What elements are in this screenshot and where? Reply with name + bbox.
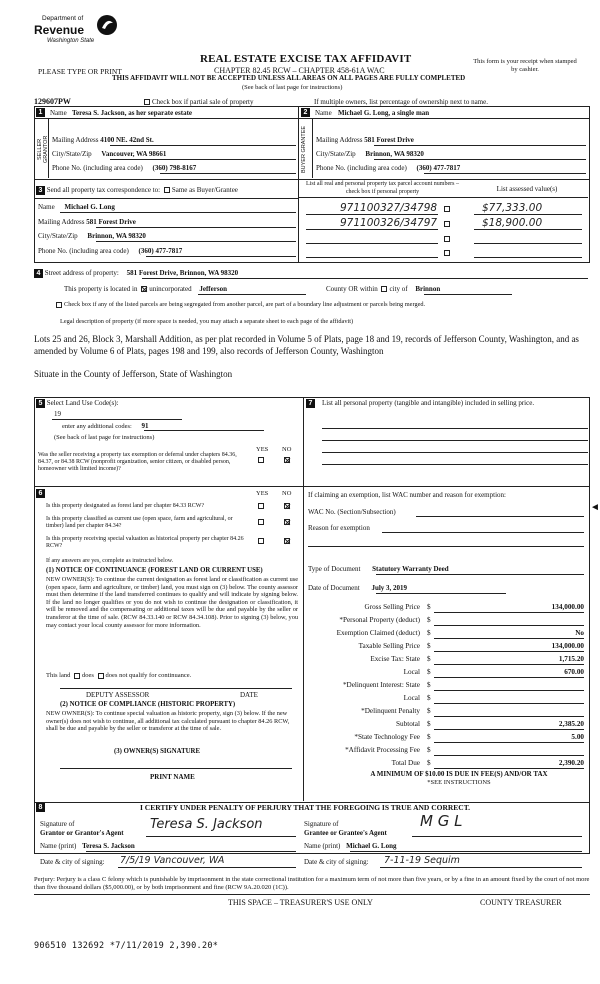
- completion-warning: THIS AFFIDAVIT WILL NOT BE ACCEPTED UNLESS ALL AREAS ON ALL PAGES ARE FULLY COMPLETED: [112, 74, 466, 82]
- forest-land-question: Is this property designated as forest land per chapter 84.33 RCW?: [46, 503, 205, 509]
- form-id: 129607PW: [34, 97, 71, 106]
- grantor-date-city[interactable]: 7/5/19 Vancouver, WA: [120, 855, 225, 866]
- section-8-number: 8: [36, 803, 45, 812]
- tax-row-label: Subtotal: [396, 720, 420, 728]
- compliance-text: NEW OWNER(S): To continue special valuation as historic property, sign (3) below. If the new owner(s) does not wish to continue, all additional tax calculated pursuant to chapter 84.26 RCW, shall be due and payable by the seller or transferor at the time of sale.: [46, 710, 290, 733]
- tax-row-value[interactable]: 1,715.20: [558, 655, 584, 663]
- minimum-fee-note: A MINIMUM OF $10.00 IS DUE IN FEE(S) AND/OR TAX: [370, 770, 548, 778]
- qualifies-checkbox[interactable]: [74, 673, 80, 679]
- perjury-notice: Perjury: Perjury is a class C felony which is punishable by imprisonment in the state correctional institution for a maximum term of not more than five years, or by a fine in an amount fixed by the court of not more than five thousand dollars ($5,000.00), or by both imprisonment and fine (RCW 9A.20.020 (1C)).: [34, 876, 590, 892]
- tax-row-label: *Personal Property (deduct): [339, 616, 420, 624]
- tax-row-currency: $: [427, 642, 431, 650]
- tax-row-label: Excise Tax: State: [370, 655, 420, 663]
- forest-no-checkbox[interactable]: [284, 503, 290, 509]
- property-county[interactable]: Jefferson: [199, 285, 227, 293]
- section-2-number: 2: [301, 108, 310, 117]
- tax-row-label: *Affidavit Processing Fee: [345, 746, 420, 754]
- exemption-reason-label: Reason for exemption: [308, 524, 370, 532]
- exemption-claim-label: If claiming an exemption, list WAC number and reason for exemption:: [308, 491, 506, 499]
- same-as-buyer-checkbox[interactable]: [164, 187, 170, 193]
- tax-row-value[interactable]: 134,000.00: [551, 642, 584, 650]
- property-city[interactable]: Brinnon: [415, 285, 441, 293]
- legal-description-label: Legal description of property (if more space is needed, you may attach a separate sheet to each page of the affidavit): [60, 318, 354, 325]
- tax-recipient-city[interactable]: Brinnon, WA 98320: [87, 232, 146, 240]
- continuance-text: NEW OWNER(S): To continue the current designation as forest land or classification as current use (open space, farm and agriculture, or timber) land, you must sign on (3) below. The county assessor must then determine if the land transferred continues to qualify and will indicate by signing below. If the land no longer qualifies or you do not wish to continue the designation or classification, it will be removed and the compensating or additional taxes will be due and payable by the seller or transferor at the time of sale. (RCW 84.33.140 or RCW 84.34.108). Prior to signing (3) below, you may contact your local county assessor for more information.: [46, 576, 298, 629]
- perjury-certification: I CERTIFY UNDER PENALTY OF PERJURY THAT THE FOREGOING IS TRUE AND CORRECT.: [140, 803, 471, 812]
- not-qualifies-checkbox[interactable]: [98, 673, 104, 679]
- seller-name[interactable]: Teresa S. Jackson, as her separate estate: [72, 109, 193, 117]
- situate-statement[interactable]: Situate in the County of Jefferson, State of Washington: [34, 369, 233, 379]
- parcel-2-personal-checkbox[interactable]: [444, 221, 450, 227]
- compliance-title: (2) NOTICE OF COMPLIANCE (HISTORIC PROPERTY): [60, 701, 236, 708]
- additional-land-code[interactable]: 91: [141, 422, 149, 430]
- assessed-value-1[interactable]: $77,333.00: [482, 202, 543, 214]
- assessed-value-header: List assessed value(s): [496, 185, 558, 193]
- see-back-note: (See back of last page for instructions): [242, 84, 343, 91]
- parcel-1-personal-checkbox[interactable]: [444, 206, 450, 212]
- exempt-yes-checkbox[interactable]: [258, 457, 264, 463]
- current-use-yes-checkbox[interactable]: [258, 519, 264, 525]
- partial-sale-checkbox[interactable]: [144, 99, 150, 105]
- section-1-number: 1: [36, 108, 45, 117]
- tax-row-label: Gross Selling Price: [364, 603, 420, 611]
- assessed-value-2[interactable]: $18,900.00: [482, 217, 543, 229]
- historic-no-checkbox[interactable]: [284, 538, 290, 544]
- parcel-number-2[interactable]: 971100326/34797: [340, 217, 438, 229]
- grantee-print-name[interactable]: Michael G. Long: [346, 842, 397, 850]
- continuance-title: (1) NOTICE OF CONTINUANCE (FOREST LAND OR CURRENT USE): [46, 567, 263, 574]
- form-title: REAL ESTATE EXCISE TAX AFFIDAVIT: [200, 53, 412, 65]
- grantor-signature[interactable]: Teresa S. Jackson: [150, 817, 263, 832]
- buyer-name[interactable]: Michael G. Long, a single man: [338, 109, 430, 117]
- buyer-city[interactable]: Brinnon, WA 98320: [365, 150, 424, 158]
- section-4-number: 4: [34, 269, 43, 278]
- tax-row-value[interactable]: 5.00: [571, 733, 584, 741]
- tax-row-currency: $: [427, 707, 431, 715]
- seller-side-label: SELLER GRANTOR: [37, 135, 49, 163]
- dor-logo: Department of Revenue Washington State: [34, 12, 124, 52]
- tax-row-currency: $: [427, 746, 431, 754]
- buyer-address[interactable]: 581 Forest Drive: [364, 136, 414, 144]
- receipt-stamp: 906510 132692 *7/11/2019 2,390.20*: [34, 941, 219, 951]
- edge-arrow-icon: ◄: [590, 502, 600, 513]
- parcel-number-1[interactable]: 971100327/34798: [340, 202, 438, 214]
- grantee-date-city[interactable]: 7-11-19 Sequim: [384, 855, 460, 866]
- city-of-checkbox[interactable]: [381, 286, 387, 292]
- grantor-print-name[interactable]: Teresa S. Jackson: [82, 842, 135, 850]
- wac-label: WAC No. (Section/Subsection): [308, 508, 396, 516]
- print-name-label: PRINT NAME: [150, 773, 195, 781]
- tax-row-label: Local: [403, 694, 420, 702]
- tax-row-label: Exemption Claimed (deduct): [336, 629, 420, 637]
- tax-recipient-address[interactable]: 581 Forest Drive: [86, 218, 136, 226]
- seller-phone[interactable]: (360) 798-8167: [152, 164, 197, 172]
- tax-row-currency: $: [427, 603, 431, 611]
- tax-row-value[interactable]: No: [575, 629, 584, 637]
- tax-recipient-phone[interactable]: (360) 477-7817: [138, 247, 183, 255]
- tax-row-currency: $: [427, 681, 431, 689]
- unincorporated-checkbox[interactable]: [141, 286, 147, 292]
- receipt-note: This form is your receipt when stamped by cashier.: [473, 58, 577, 73]
- treasurer-use-label: THIS SPACE – TREASURER'S USE ONLY: [228, 898, 373, 907]
- tax-row-currency: $: [427, 655, 431, 663]
- county-treasurer-label: COUNTY TREASURER: [480, 898, 562, 907]
- buyer-phone[interactable]: (360) 477-7817: [416, 164, 461, 172]
- buyer-side-label: BUYER GRANTEE: [301, 125, 307, 173]
- tax-row-label: Taxable Selling Price: [358, 642, 420, 650]
- current-use-no-checkbox[interactable]: [284, 519, 290, 525]
- property-street-address[interactable]: 581 Forest Drive, Brinnon, WA 98320: [126, 269, 239, 277]
- personal-property-label: List all personal property (tangible and intangible) included in selling price.: [322, 399, 535, 407]
- grantee-signature[interactable]: M G L: [420, 812, 463, 830]
- section-5-number: 5: [36, 399, 45, 408]
- partial-sale-check[interactable]: Check box if partial sale of property: [142, 98, 253, 106]
- tax-row-currency: $: [427, 720, 431, 728]
- current-use-question: Is this property classified as current use (open space, farm and agricultural, or timber) land per chapter 84.34?: [46, 516, 233, 529]
- document-date[interactable]: July 3, 2019: [371, 584, 408, 592]
- section-3-number: 3: [36, 186, 45, 195]
- form-subtitle: CHAPTER 82.45 RCW – CHAPTER 458-61A WAC: [214, 66, 385, 75]
- tax-row-currency: $: [427, 694, 431, 702]
- document-type[interactable]: Statutory Warranty Deed: [372, 565, 449, 573]
- tax-row-value[interactable]: 670.00: [564, 668, 584, 676]
- land-use-code[interactable]: 19: [54, 410, 61, 418]
- tax-row-value[interactable]: 134,000.00: [551, 603, 584, 611]
- tax-row-label: *Delinquent Interest: State: [342, 681, 420, 689]
- tax-row-currency: $: [427, 733, 431, 741]
- section-7-number: 7: [306, 399, 315, 408]
- tax-recipient-name[interactable]: Michael G. Long: [64, 203, 115, 211]
- segregated-parcel-checkbox[interactable]: [56, 302, 62, 308]
- deputy-assessor-label: DEPUTY ASSESSOR: [86, 691, 150, 699]
- forest-yes-checkbox[interactable]: [258, 503, 264, 509]
- parcel-header: List all real and personal property tax parcel account numbers – check box if personal property: [306, 181, 459, 195]
- print-instruction: PLEASE TYPE OR PRINT: [38, 67, 122, 76]
- exemption-question: Was the seller receiving a property tax exemption or deferral under chapters 84.36, 84.37, or 84.38 RCW (nonprofit organization, senior citizen, or disabled person, homeowner with limited income)?: [38, 452, 237, 472]
- owner-signature-label: (3) OWNER(S) SIGNATURE: [114, 748, 200, 755]
- tax-row-label: *Delinquent Penalty: [361, 707, 420, 715]
- historic-question: Is this property receiving special valuation as historical property per chapter 84.26 RCW?: [46, 536, 244, 549]
- parcel-3-personal-checkbox[interactable]: [444, 236, 450, 242]
- seller-city[interactable]: Vancouver, WA 98661: [101, 150, 167, 158]
- see-instructions-note: *SEE INSTRUCTIONS: [427, 779, 491, 786]
- tax-row-currency: $: [427, 759, 431, 767]
- tax-row-value[interactable]: 2,390.20: [558, 759, 584, 767]
- seller-address[interactable]: 4100 NE. 42nd St.: [100, 136, 154, 144]
- tax-row-currency: $: [427, 668, 431, 676]
- tax-row-currency: $: [427, 629, 431, 637]
- tax-row-label: Total Due: [391, 759, 420, 767]
- historic-yes-checkbox[interactable]: [258, 538, 264, 544]
- parcel-4-personal-checkbox[interactable]: [444, 250, 450, 256]
- tax-row-label: *State Technology Fee: [354, 733, 420, 741]
- tax-row-label: Local: [403, 668, 420, 676]
- legal-description[interactable]: Lots 25 and 26, Block 3, Marshall Addition, as per plat recorded in Volume 5 of Plats, page 18 and 19, records of Jefferson County, Washington, and as amended by Volume 6 of Plats, pages 198 and 199, also records of Jefferson County, Washington: [34, 334, 579, 356]
- tax-row-value[interactable]: 2,385.20: [558, 720, 584, 728]
- dor-emblem-icon: [96, 14, 118, 36]
- tax-row-currency: $: [427, 616, 431, 624]
- section-6-number: 6: [36, 489, 45, 498]
- exempt-no-checkbox[interactable]: [284, 457, 290, 463]
- assessor-date-label: DATE: [240, 691, 258, 699]
- multiple-owners-note: If multiple owners, list percentage of ownership next to name.: [314, 98, 488, 106]
